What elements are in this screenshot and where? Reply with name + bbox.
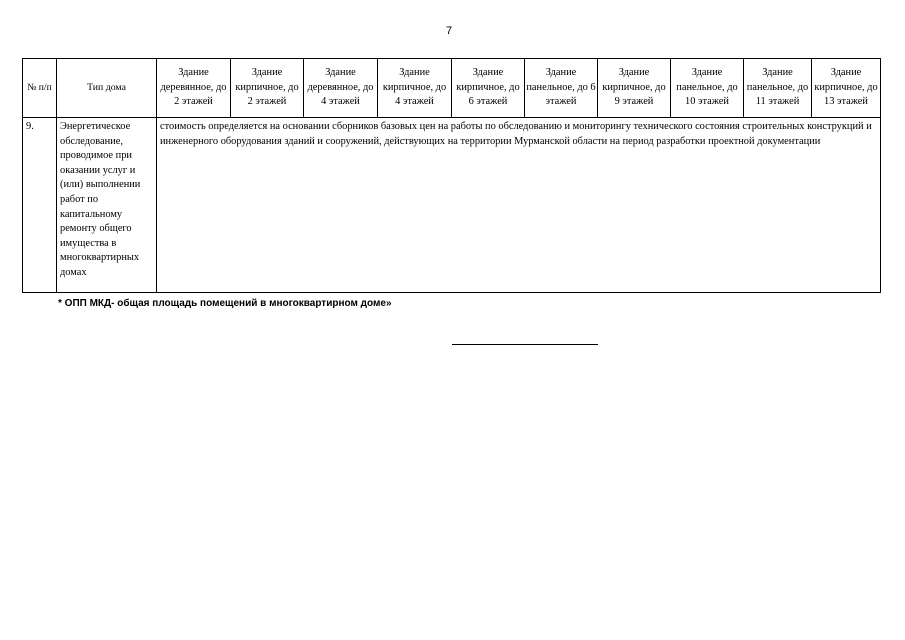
column-header-wooden-4-floors: Здание деревянное, до 4 этажей [304,59,378,118]
page-number: 7 [445,25,453,37]
table-header-row [23,59,881,118]
row-cost-description: стоимость определяется на основании сборников базовых цен на работы по обследованию и мониторингу технического состояния строительных конструкций и инженерного оборудования зданий и сооружений, действующих на территории Мурманской области на период разработки проектной документации [157,118,881,293]
footnote: * ОПП МКД- общая площадь помещений в многоквартирном доме» [58,298,392,309]
column-header-brick-13-floors: Здание кирпичное, до 13 этажей [812,59,881,118]
column-header-brick-9-floors: Здание кирпичное, до 9 этажей [598,59,671,118]
column-header-panel-6-floors: Здание панельное, до 6 этажей [525,59,598,118]
column-header-panel-10-floors: Здание панельное, до 10 этажей [671,59,744,118]
row-service-name: Энергетическое обследование, проводимое при оказании услуг и (или) выполнении работ по капитальному ремонту общего имущества в многоквартирных домах [57,118,157,293]
row-number: 9. [23,118,57,293]
end-divider [452,344,598,345]
column-header-number: № п/п [23,59,57,118]
cost-table [22,58,881,293]
column-header-house-type: Тип дома [57,59,157,118]
column-header-brick-4-floors: Здание кирпичное, до 4 этажей [378,59,452,118]
column-header-panel-11-floors: Здание панельное, до 11 этажей [744,59,812,118]
column-header-brick-2-floors: Здание кирпичное, до 2 этажей [231,59,304,118]
table-row [23,118,881,293]
column-header-brick-6-floors: Здание кирпичное, до 6 этажей [452,59,525,118]
column-header-wooden-2-floors: Здание деревянное, до 2 этажей [157,59,231,118]
